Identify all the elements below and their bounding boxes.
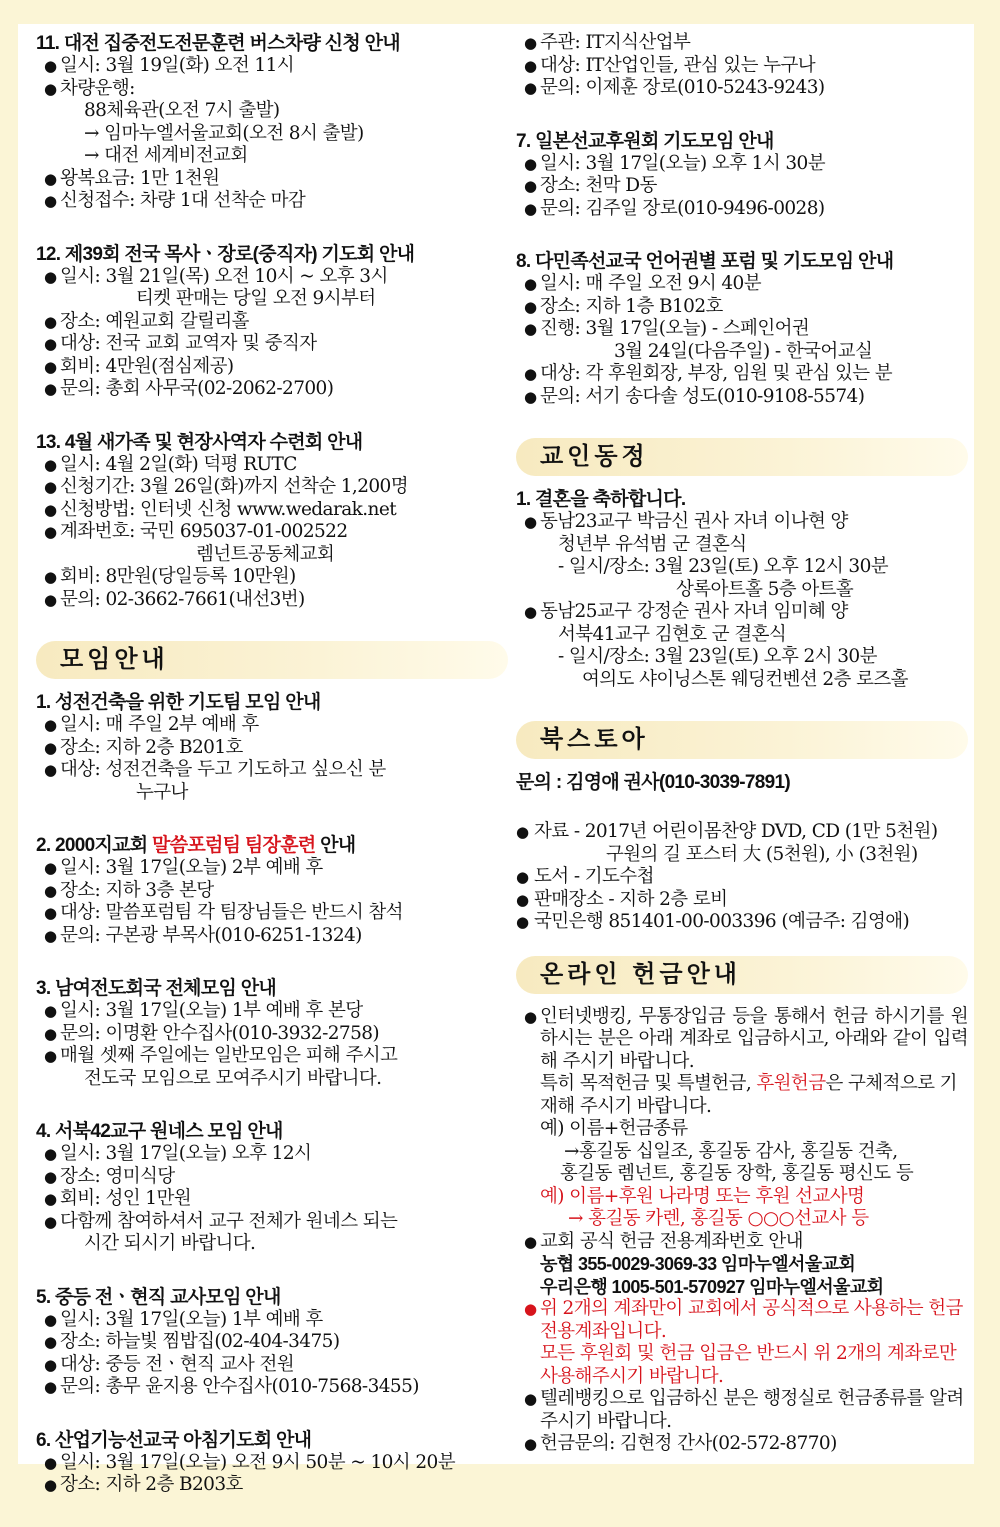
notice-line: ● 일시: 3월 19일(화) 오전 11시 bbox=[36, 55, 508, 78]
meeting-line: ● 대상: 각 후원회장, 부장, 임원 및 관심 있는 분 bbox=[516, 363, 968, 386]
left-column bbox=[36, 32, 508, 1527]
bookstore-list bbox=[516, 821, 968, 934]
meeting-line: ● 대상: IT산업인들, 관심 있는 누구나 bbox=[516, 55, 968, 78]
meeting-7 bbox=[516, 130, 968, 221]
meeting-title: 1. 성전건축을 위한 기도팀 모임 안내 bbox=[36, 692, 321, 713]
news-line: 서북41교구 김현호 군 결혼식 bbox=[558, 623, 787, 645]
bookstore-line: 구원의 길 포스터 大 (5천원), 小 (3천원) bbox=[606, 843, 918, 865]
offering-highlight: 후원헌금 bbox=[756, 1073, 826, 1094]
meeting-line: ● 장소: 지하 2층 B201호 bbox=[36, 737, 508, 760]
meeting-title bbox=[36, 834, 508, 857]
online-offering bbox=[516, 1006, 968, 1456]
meeting-2 bbox=[36, 834, 508, 947]
meeting-title: 5. 중등 전ㆍ현직 교사모임 안내 bbox=[36, 1286, 281, 1308]
notice-line: 티켓 판매는 당일 오전 9시부터 bbox=[136, 288, 376, 309]
meeting-title: 3. 남여전도회국 전체모임 안내 bbox=[36, 978, 277, 999]
meeting-6 bbox=[36, 1429, 508, 1497]
meeting-line: ● 일시: 3월 17일(오늘) 오전 9시 50분 ~ 10시 20분 bbox=[36, 1452, 508, 1475]
meeting-line: ● 장소: 하늘빛 찜밥집(02-404-3475) bbox=[36, 1331, 508, 1354]
meeting-line: ● 회비: 성인 1만원 bbox=[36, 1188, 508, 1211]
section-banner-member-news: 교인동정 bbox=[516, 438, 968, 476]
meeting-line: 3월 24일(다음주일) - 한국어교실 bbox=[614, 340, 873, 362]
notice-12 bbox=[36, 243, 508, 401]
notice-line: ● 계좌번호: 국민 695037-01-002522 bbox=[36, 521, 508, 544]
member-news bbox=[516, 488, 968, 691]
meeting-line: ● 일시: 3월 17일(오늘) 오후 12시 bbox=[36, 1143, 508, 1166]
meeting-title-part: 안내 bbox=[315, 835, 356, 856]
offering-example-red: → 홍길동 카렌, 홍길동 ○○○선교사 등 bbox=[568, 1208, 869, 1229]
meeting-line: ● 문의: 이제훈 장로(010-5243-9243) bbox=[516, 77, 968, 100]
offering-paragraph: ● 인터넷뱅킹, 무통장입금 등을 통해서 헌금 하시기를 원하시는 분은 아래 계좌로 입금하시고, 아래와 같이 입력해 주시기 바랍니다. bbox=[516, 1006, 968, 1074]
meeting-line: ● 진행: 3월 17일(오늘) - 스페인어권 bbox=[516, 318, 968, 341]
bookstore-line: ● 국민은행 851401-00-003396 (예금주: 김영애) bbox=[516, 911, 968, 934]
meeting-line: ● 일시: 3월 17일(오늘) 1부 예배 후 bbox=[36, 1309, 508, 1332]
news-line: 여의도 샤이닝스톤 웨딩컨벤션 2층 로즈홀 bbox=[582, 668, 908, 690]
meeting-line: ● 문의: 이명환 안수집사(010-3932-2758) bbox=[36, 1023, 508, 1046]
notice-line: → 임마누엘서울교회(오전 8시 출발) bbox=[84, 122, 364, 144]
notice-13 bbox=[36, 431, 508, 612]
meeting-title: 7. 일본선교후원회 기도모임 안내 bbox=[516, 130, 774, 152]
meeting-line: ● 문의: 김주일 장로(010-9496-0028) bbox=[516, 198, 968, 221]
offering-paragraph bbox=[516, 1073, 968, 1118]
meeting-line: ● 대상: 성전건축을 두고 기도하고 싶으신 분 bbox=[36, 759, 508, 782]
offering-telebanking: ● 텔레뱅킹으로 입금하신 분은 행정실로 헌금종류를 알려주시기 바랍니다. bbox=[516, 1388, 968, 1433]
notice-line: ● 문의: 총회 사무국(02-2062-2700) bbox=[36, 378, 508, 401]
bookstore-line: ● 판매장소 - 지하 2층 로비 bbox=[516, 889, 968, 912]
meeting-line: ● 장소: 지하 2층 B203호 bbox=[36, 1474, 508, 1497]
notice-line: ● 신청기간: 3월 26일(화)까지 선착순 1,200명 bbox=[36, 476, 508, 499]
offering-example: 홍길동 렘넌트, 홍길동 장학, 홍길동 평신도 등 bbox=[560, 1163, 914, 1184]
meeting-3 bbox=[36, 977, 508, 1090]
bookstore-line: ● 자료 - 2017년 어린이몸찬양 DVD, CD (1만 5천원) bbox=[516, 821, 968, 844]
meeting-1 bbox=[36, 691, 508, 804]
news-title: 1. 결혼을 축하합니다. bbox=[516, 489, 686, 510]
meeting-line: ● 일시: 매 주일 오전 9시 40분 bbox=[516, 273, 968, 296]
notice-line: ● 문의: 02-3662-7661(내선3번) bbox=[36, 589, 508, 612]
meeting-5 bbox=[36, 1286, 508, 1399]
offering-warning: 모든 후원회 및 헌금 입금은 반드시 위 2개의 계좌로만 사용해주시기 바랍니다. bbox=[540, 1343, 957, 1387]
meeting-line: ● 일시: 3월 17일(오늘) 2부 예배 후 bbox=[36, 857, 508, 880]
meeting-line: ● 대상: 말씀포럼팀 각 팀장님들은 반드시 참석 bbox=[36, 902, 508, 925]
meeting-6-continued bbox=[516, 32, 968, 100]
bookstore-inquiry: 문의 : 김영애 권사(010-3039-7891) bbox=[516, 772, 790, 793]
section-banner-online-offering: 온라인 헌금안내 bbox=[516, 956, 968, 994]
bulletin-page bbox=[18, 24, 974, 1495]
notice-line: ● 신청접수: 차량 1대 선착순 마감 bbox=[36, 190, 508, 213]
meeting-line: ● 장소: 지하 3층 본당 bbox=[36, 880, 508, 903]
meeting-title: 8. 다민족선교국 언어권별 포럼 및 기도모임 안내 bbox=[516, 251, 894, 272]
meeting-4 bbox=[36, 1120, 508, 1256]
news-line: - 일시/장소: 3월 23일(토) 오후 2시 30분 bbox=[558, 646, 877, 667]
news-line: ● 동남23교구 박금신 권사 자녀 이나현 양 bbox=[516, 511, 968, 534]
meeting-8 bbox=[516, 250, 968, 408]
notice-11 bbox=[36, 32, 508, 213]
meeting-line: 누구나 bbox=[136, 781, 188, 803]
meeting-line: ● 문의: 구본광 부목사(010-6251-1324) bbox=[36, 925, 508, 948]
notice-line: ● 왕복요금: 1만 1천원 bbox=[36, 168, 508, 191]
notice-title: 12. 제39회 전국 목사ㆍ장로(중직자) 기도회 안내 bbox=[36, 243, 415, 265]
news-line: 청년부 유석범 군 결혼식 bbox=[558, 533, 747, 555]
notice-line: ● 장소: 예원교회 갈릴리홀 bbox=[36, 311, 508, 334]
news-line: 상록아트홀 5층 아트홀 bbox=[676, 578, 854, 600]
meeting-line: ● 문의: 총무 윤지용 안수집사(010-7568-3455) bbox=[36, 1376, 508, 1399]
meeting-title: 6. 산업기능선교국 아침기도회 안내 bbox=[36, 1429, 312, 1451]
offering-warning: ● 위 2개의 계좌만이 교회에서 공식적으로 사용하는 헌금 전용계좌입니다. bbox=[516, 1298, 968, 1343]
meeting-line: ● 대상: 중등 전ㆍ현직 교사 전원 bbox=[36, 1354, 508, 1377]
meeting-line: ● 장소: 지하 1층 B102호 bbox=[516, 296, 968, 319]
meeting-line: ● 다함께 참여하셔서 교구 전체가 원네스 되는 bbox=[36, 1211, 508, 1234]
notice-line: ● 회비: 4만원(점심제공) bbox=[36, 356, 508, 379]
notice-title: 11. 대전 집중전도전문훈련 버스차량 신청 안내 bbox=[36, 33, 400, 54]
notice-line: ● 일시: 4월 2일(화) 덕평 RUTC bbox=[36, 454, 508, 477]
offering-contact: ● 헌금문의: 김현정 간사(02-572-8770) bbox=[516, 1433, 968, 1456]
offering-account: 농협 355-0029-3069-33 임마누엘서울교회 bbox=[540, 1254, 856, 1274]
offering-text: 은 구체적으로 기재해 주시기 바랍니다. bbox=[540, 1073, 957, 1117]
meeting-line: 전도국 모임으로 모여주시기 바랍니다. bbox=[84, 1067, 382, 1089]
notice-line: ● 신청방법: 인터넷 신청 www.wedarak.net bbox=[36, 499, 508, 522]
section-banner-bookstore: 북스토아 bbox=[516, 721, 968, 759]
notice-line: ● 일시: 3월 21일(목) 오전 10시 ~ 오후 3시 bbox=[36, 266, 508, 289]
offering-example-red: 예) 이름+후원 나라명 또는 후원 선교사명 bbox=[540, 1185, 865, 1207]
meeting-title-part: 2. 2000지교회 bbox=[36, 835, 153, 856]
notice-line: ● 차량운행: bbox=[36, 78, 508, 101]
meeting-line: ● 일시: 3월 17일(오늘) 오후 1시 30분 bbox=[516, 153, 968, 176]
news-line: ● 동남25교구 강정순 권사 자녀 임미혜 양 bbox=[516, 601, 968, 624]
bookstore-line: ● 도서 - 기도수첩 bbox=[516, 866, 968, 889]
meeting-line: ● 매월 셋째 주일에는 일반모임은 피해 주시고 bbox=[36, 1045, 508, 1068]
offering-example: 예) 이름+헌금종류 bbox=[540, 1118, 688, 1139]
meeting-line: ● 장소: 천막 D동 bbox=[516, 175, 968, 198]
offering-account: 우리은행 1005-501-570927 임마누엘서울교회 bbox=[540, 1276, 884, 1297]
meeting-line: ● 일시: 3월 17일(오늘) 1부 예배 후 본당 bbox=[36, 1000, 508, 1023]
offering-account-title: ● 교회 공식 헌금 전용계좌번호 안내 bbox=[516, 1231, 968, 1254]
meeting-line: ● 주관: IT지식산업부 bbox=[516, 32, 968, 55]
notice-line: → 대전 세계비전교회 bbox=[84, 145, 248, 166]
notice-line: ● 대상: 전국 교회 교역자 및 중직자 bbox=[36, 333, 508, 356]
notice-line: 렘넌트공동체교회 bbox=[196, 543, 335, 565]
notice-line: 88체육관(오전 7시 출발) bbox=[84, 100, 280, 121]
right-column bbox=[516, 32, 968, 1486]
offering-text: 특히 목적헌금 및 특별헌금, bbox=[540, 1073, 757, 1094]
offering-example: →홍길동 십일조, 홍길동 감사, 홍길동 건축, bbox=[564, 1140, 898, 1162]
meeting-line: ● 일시: 매 주일 2부 예배 후 bbox=[36, 714, 508, 737]
notice-line: ● 회비: 8만원(당일등록 10만원) bbox=[36, 566, 508, 589]
notice-title: 13. 4월 새가족 및 현장사역자 수련회 안내 bbox=[36, 431, 363, 453]
news-line: - 일시/장소: 3월 23일(토) 오후 12시 30분 bbox=[558, 556, 889, 577]
section-banner-meetings: 모임안내 bbox=[36, 641, 508, 679]
meeting-line: ● 문의: 서기 송다솔 성도(010-9108-5574) bbox=[516, 386, 968, 409]
meeting-line: ● 장소: 영미식당 bbox=[36, 1166, 508, 1189]
meeting-title-highlight: 말씀포럼팀 팀장훈련 bbox=[152, 835, 316, 856]
meeting-title: 4. 서북42교구 원네스 모임 안내 bbox=[36, 1121, 283, 1142]
meeting-line: 시간 되시기 바랍니다. bbox=[84, 1233, 256, 1254]
